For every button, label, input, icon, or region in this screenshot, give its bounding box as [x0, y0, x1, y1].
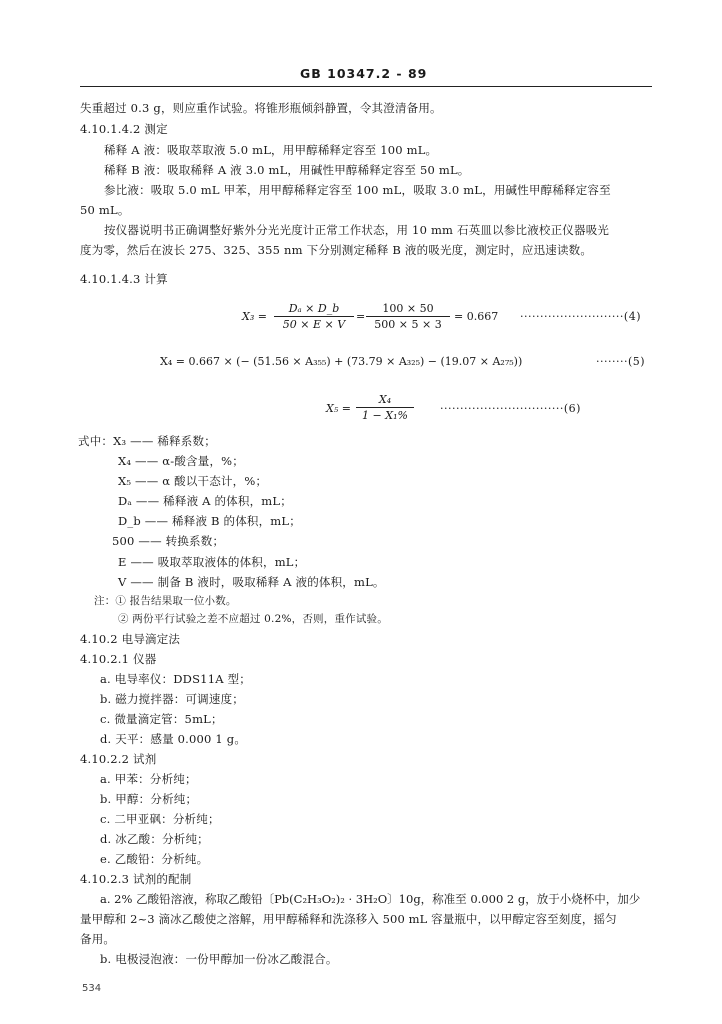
paragraph-line: 度为零，然后在波长 275、325、355 nm 下分别测定稀释 B 液的吸光度，测定时，应迅速读数。: [80, 243, 593, 257]
list-item: c. 二甲亚砜：分析纯；: [100, 812, 220, 826]
variable-definition: X₄ —— α-酸含量，%；: [118, 454, 244, 468]
standard-code-header: GB 10347.2 - 89: [300, 66, 428, 81]
equation-4-result: = 0.667: [454, 310, 499, 323]
header-rule: [80, 86, 652, 87]
equation-6-number: ·······························(6): [440, 402, 581, 415]
variable-definition: D_b —— 稀释液 B 的体积，mL；: [118, 514, 301, 528]
list-item: a. 甲苯：分析纯；: [100, 772, 197, 786]
equation-4-numerator-2: 100 × 50: [382, 302, 434, 315]
equation-4-denominator-1: 50 × E × V: [282, 318, 346, 331]
section-heading: 4.10.2.2 试剂: [80, 752, 157, 766]
variable-definition: E —— 吸取萃取液体的体积，mL；: [118, 555, 306, 569]
equation-4-fraction-2: [366, 302, 450, 331]
note-line: 注：① 报告结果取一位小数。: [94, 595, 237, 607]
section-heading: 4.10.2 电导滴定法: [80, 632, 181, 646]
fraction-bar: [356, 407, 414, 408]
list-item: d. 天平：感量 0.000 1 g。: [100, 732, 247, 746]
equation-6-numerator: X₄: [378, 393, 392, 406]
equation-4-number: ··························(4): [520, 310, 641, 323]
list-item: b. 甲醇：分析纯；: [100, 792, 198, 806]
variable-definition: 500 —— 转换系数；: [112, 534, 225, 548]
equation-4-denominator-2: 500 × 5 × 3: [374, 318, 442, 331]
note-line: ② 两份平行试验之差不应超过 0.2%，否则，重作试验。: [118, 613, 388, 625]
paragraph-line: 量甲醇和 2~3 滴冰乙酸使之溶解，用甲醇稀释和洗涤移入 500 mL 容量瓶中，以甲醇定容至刻度，摇匀: [80, 912, 617, 926]
equation-4-fraction-1: [274, 302, 354, 331]
list-item: b. 电极浸泡液：一份甲醇加一份冰乙酸混合。: [100, 952, 338, 966]
list-item: d. 冰乙酸：分析纯；: [100, 832, 209, 846]
variable-definition: V —— 制备 B 液时，吸取稀释 A 液的体积，mL。: [118, 575, 385, 589]
equation-6-denominator: 1 − X₁%: [362, 409, 408, 422]
equation-4-lhs: X₃ =: [242, 310, 267, 323]
paragraph-line: 稀释 A 液：吸取萃取液 5.0 mL，用甲醇稀释定容至 100 mL。: [104, 143, 438, 157]
fraction-bar: [366, 316, 450, 317]
section-heading: 4.10.1.4.3 计算: [80, 272, 168, 286]
paragraph-line: a. 2% 乙酸铅溶液，称取乙酸铅〔Pb(C₂H₃O₂)₂ · 3H₂O〕10g，称准至 0.000 2 g，放于小烧杯中，加少: [100, 892, 641, 906]
section-heading: 4.10.2.3 试剂的配制: [80, 872, 192, 886]
fraction-bar: [274, 316, 354, 317]
equation-5-number: ········(5): [596, 355, 646, 368]
list-item: c. 微量滴定管：5mL；: [100, 712, 223, 726]
paragraph-line: 失重超过 0.3 g，则应重作试验。将锥形瓶倾斜静置，令其澄清备用。: [80, 101, 442, 115]
equation-6-lhs: X₅ =: [326, 402, 351, 415]
list-item: b. 磁力搅拌器：可调速度；: [100, 692, 244, 706]
paragraph-line: 50 mL。: [80, 203, 130, 217]
variable-definition: Dₐ —— 稀释液 A 的体积，mL；: [118, 494, 292, 508]
paragraph-line: 按仪器说明书正确调整好紫外分光光度计正常工作状态，用 10 mm 石英皿以参比液校正仪器吸光: [104, 223, 610, 237]
paragraph-line: 参比液：吸取 5.0 mL 甲苯，用甲醇稀释定容至 100 mL，吸取 3.0 mL，用碱性甲醇稀释定容至: [104, 183, 611, 197]
page-number: 534: [82, 983, 102, 994]
paragraph-line: 稀释 B 液：吸取稀释 A 液 3.0 mL，用碱性甲醇稀释定容至 50 mL。: [104, 163, 470, 177]
paragraph-line: 备用。: [80, 932, 116, 946]
list-item: e. 乙酸铅：分析纯。: [100, 852, 209, 866]
equation-5: X₄ = 0.667 × (− (51.56 × A₃₅₅) + (73.79 × A₃₂₅) − (19.07 × A₂₇₅)): [160, 355, 523, 368]
list-item: a. 电导率仪：DDS11A 型；: [100, 672, 251, 686]
section-heading: 4.10.1.4.2 测定: [80, 122, 168, 136]
variable-definition: X₅ —— α 酸以干态计，%；: [118, 474, 268, 488]
section-heading: 4.10.2.1 仪器: [80, 652, 157, 666]
variable-definition: 式中：X₃ —— 稀释系数；: [78, 434, 216, 448]
equation-4-equals: =: [356, 310, 366, 323]
equation-6-fraction: [356, 393, 414, 422]
equation-4-numerator-1: Dₐ × D_b: [288, 302, 340, 315]
